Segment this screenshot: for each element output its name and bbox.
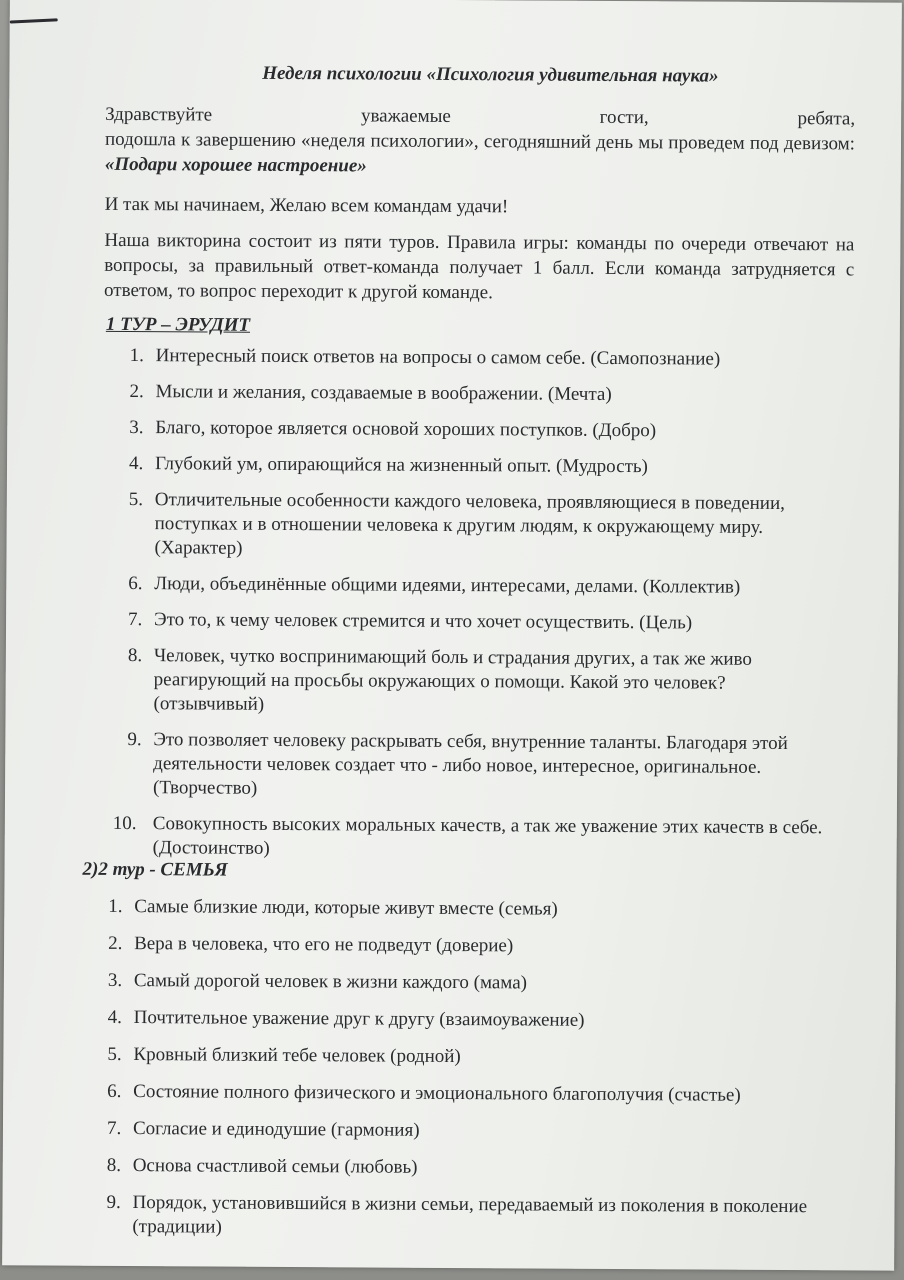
list-item xyxy=(129,452,829,480)
item-text: Самый дорогой человек в жизни каждого (мама) xyxy=(133,970,528,994)
intro-word: Здравствуйте xyxy=(105,103,213,126)
round2-heading: 2)2 тур - СЕМЬЯ xyxy=(82,858,228,881)
motto: «Подари хорошее настроение» xyxy=(104,153,367,177)
item-number: 7. xyxy=(128,609,143,631)
item-text: Состояние полного физического и эмоционального благополучия (счастье) xyxy=(133,1081,741,1106)
item-number: 7. xyxy=(106,1117,122,1139)
list-item xyxy=(106,1191,846,1244)
item-number: 6. xyxy=(128,573,143,595)
item-number: 9. xyxy=(127,729,142,751)
item-text: Совокупность высоких моральных качеств, а так же уважение этих качеств в себе. (Достоинство) xyxy=(152,813,823,859)
list-item xyxy=(108,895,848,924)
item-text: Люди, объединённые общими идеями, интересами, делами. (Коллектив) xyxy=(154,573,741,598)
list-item xyxy=(128,608,828,636)
item-number: 5. xyxy=(107,1043,122,1065)
intro-text: подошла к завершению «неделя психологии», сегодняшний день мы проведем под девизом: xyxy=(104,128,856,155)
list-item xyxy=(107,1117,847,1146)
item-text: Человек, чутко воспринимающий боль и страдания других, а так же живо реагирующий на просьбы окружающих о помощи. Какой это человек? (отзывчивый) xyxy=(153,645,753,715)
intro-word: гости, xyxy=(599,106,649,129)
item-number: 9. xyxy=(106,1191,121,1213)
intro-word: ребята, xyxy=(797,108,856,130)
list-item xyxy=(127,728,827,804)
list-item xyxy=(107,1080,847,1109)
item-number: 3. xyxy=(107,969,123,991)
item-text: Кровный близкий тебе человек (родной) xyxy=(133,1044,461,1068)
list-item xyxy=(107,1154,847,1183)
round2-list xyxy=(106,895,848,1257)
list-item xyxy=(108,969,848,998)
item-text: Согласие и единодушие (гармония) xyxy=(132,1118,420,1141)
item-number: 8. xyxy=(127,645,143,667)
item-text: Основа счастливой семьи (любовь) xyxy=(132,1155,418,1178)
rules-paragraph: Наша викторина состоит из пяти туров. Правила игры: команды по очереди отвечают на вопросы, за правильный ответ-команда получает 1 балл. Если команда затрудняется с ответом, то вопрос переходит к другой команде. xyxy=(104,229,855,304)
list-item xyxy=(108,932,848,961)
item-number: 4. xyxy=(107,1006,122,1028)
list-item xyxy=(129,416,829,444)
intro-word: уважаемые xyxy=(360,105,451,127)
item-text: Мысли и желания, создаваемые в воображении. (Мечта) xyxy=(155,381,612,405)
list-item xyxy=(130,344,830,372)
list-item xyxy=(112,812,827,864)
list-item xyxy=(129,380,829,408)
item-number: 1. xyxy=(129,345,145,367)
item-number: 4. xyxy=(128,453,144,475)
item-text: Самые близкие люди, которые живут вместе (семья) xyxy=(134,896,558,920)
item-number: 1. xyxy=(108,895,123,917)
item-text: Интересный поиск ответов на вопросы о самом себе. (Самопознание) xyxy=(155,345,721,370)
item-number: 2. xyxy=(108,932,123,954)
item-text: Почтительное уважение друг к другу (взаимоуважение) xyxy=(133,1007,585,1031)
list-item xyxy=(107,1043,847,1072)
intro-first-line xyxy=(105,102,855,132)
round1-list xyxy=(112,344,830,876)
item-text: Порядок, установившийся в жизни семьи, передаваемый из поколения в поколение (традиции) xyxy=(132,1192,808,1238)
item-number: 5. xyxy=(128,489,144,511)
item-number: 8. xyxy=(106,1154,122,1176)
paper-sheet xyxy=(2,0,902,1271)
item-text: Благо, которое является основой хороших поступков. (Добро) xyxy=(155,417,657,442)
item-number: 6. xyxy=(107,1080,122,1102)
list-item xyxy=(127,644,827,720)
list-item xyxy=(128,572,828,600)
item-number: 2. xyxy=(129,381,144,403)
pen-mark xyxy=(10,18,58,23)
item-text: Вера в человека, что его не подведут (доверие) xyxy=(134,933,514,957)
greeting: И так мы начинаем, Желаю всем командам удачи! xyxy=(104,193,509,218)
list-item xyxy=(108,1006,848,1035)
item-text: Глубокий ум, опирающийся на жизненный опыт. (Мудрость) xyxy=(154,453,648,478)
item-text: Это то, к чему человек стремится и что хочет осуществить. (Цель) xyxy=(154,609,693,634)
item-number: 10. xyxy=(112,812,137,835)
item-number: 3. xyxy=(129,417,144,439)
list-item xyxy=(128,488,828,564)
intro-paragraph xyxy=(105,102,855,182)
item-text: Отличительные особенности каждого человека, проявляющиеся в поведении, поступках и в отношении человека к другим людям, к окружающему миру. (Характер) xyxy=(154,489,785,559)
round1-heading: 1 ТУР – ЭРУДИТ xyxy=(105,313,251,336)
item-text: Это позволяет человеку раскрывать себя, внутренние таланты. Благодаря этой деятельности человек создает что - либо новое, интересное, оригинальное. (Творчество) xyxy=(152,729,788,799)
document-title: Неделя психологии «Психология удивительная наука» xyxy=(262,62,719,87)
